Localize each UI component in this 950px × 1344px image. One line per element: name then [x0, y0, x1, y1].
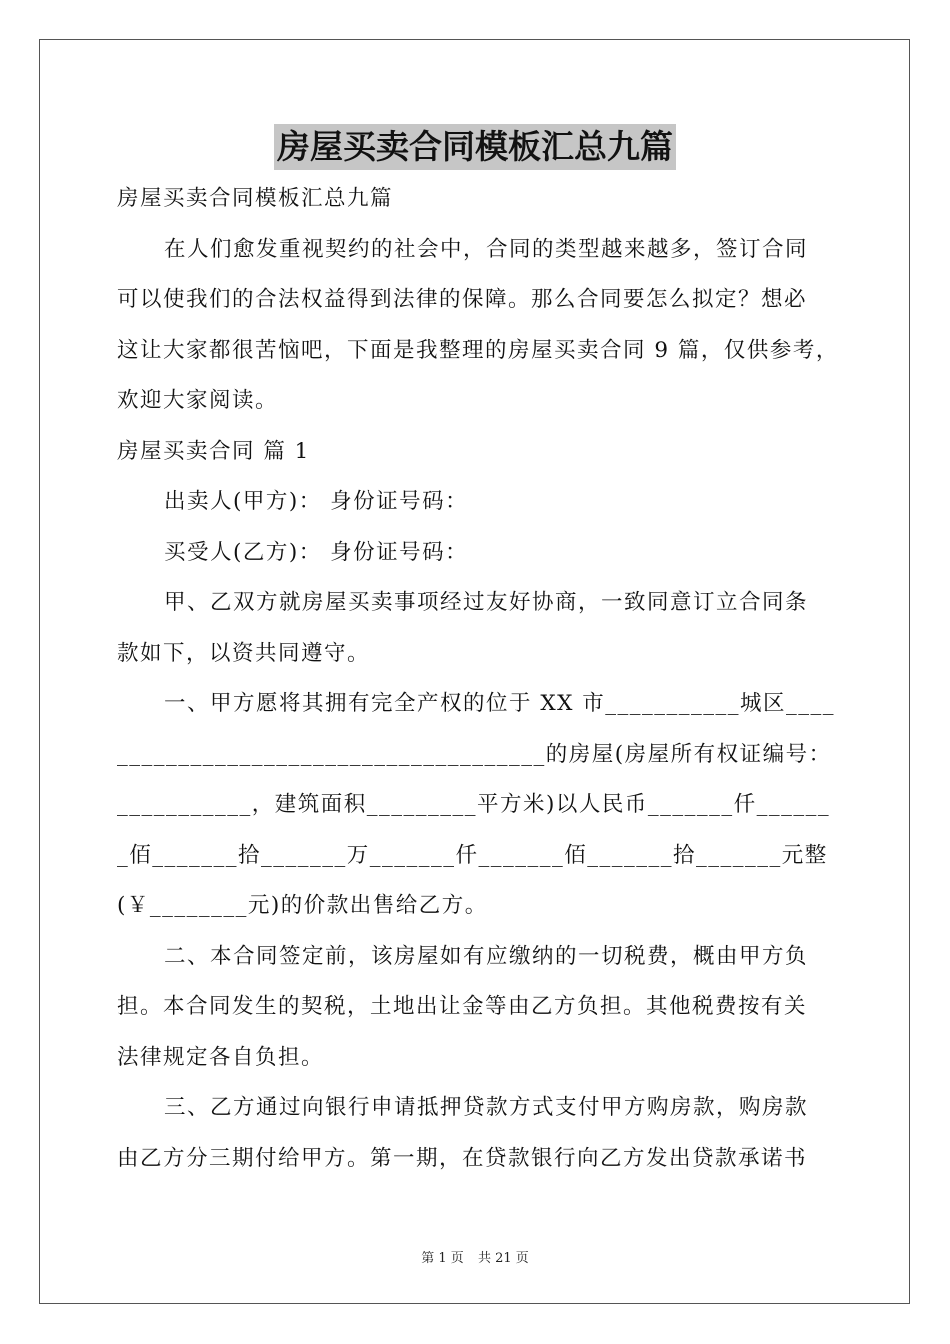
text-line: 这让大家都很苦恼吧，下面是我整理的房屋买卖合同 9 篇，仅供参考， [117, 337, 839, 363]
text-line: 三、乙方通过向银行申请抵押贷款方式支付甲方购房款，购房款 [164, 1095, 809, 1120]
text-line: 由乙方分三期付给甲方。第一期，在贷款银行向乙方发出贷款承诺书 [117, 1145, 808, 1171]
page-footer [0, 1247, 950, 1266]
text-line: 出卖人(甲方)： 身份证号码： [164, 489, 469, 514]
text-line: 甲、乙双方就房屋买卖事项经过友好协商，一致同意订立合同条 [164, 590, 809, 615]
text-line: ___________________________________的房屋(房屋所有权证编号： [117, 741, 832, 767]
text-line: 一、甲方愿将其拥有完全产权的位于 XX 市___________城区____ [164, 691, 836, 716]
document-title: 房屋买卖合同模板汇总九篇 [274, 124, 676, 170]
text-line: 款如下，以资共同遵守。 [117, 640, 371, 666]
text-line: 担。本合同发生的契税，土地出让金等由乙方负担。其他税费按有关 [117, 994, 808, 1019]
text-line: 二、本合同签定前，该房屋如有应缴纳的一切税费，概由甲方负 [164, 943, 809, 969]
page-total: 共 21 页 [477, 1251, 529, 1266]
text-line: 在人们愈发重视契约的社会中，合同的类型越来越多，签订合同 [164, 236, 809, 262]
page-number: 第 1 页 [421, 1251, 464, 1266]
title-container [0, 124, 950, 170]
text-line: 房屋买卖合同 篇 1 [117, 438, 310, 464]
text-line: (￥________元)的价款出售给乙方。 [117, 893, 488, 918]
document-body [117, 180, 837, 1190]
text-line: 房屋买卖合同模板汇总九篇 [117, 186, 394, 211]
text-line: 欢迎大家阅读。 [117, 388, 279, 413]
text-line: ___________，建筑面积_________平方米)以人民币_______仟______ [117, 792, 831, 817]
text-line: 可以使我们的合法权益得到法律的保障。那么合同要怎么拟定？想必 [117, 287, 808, 312]
text-line: 法律规定各自负担。 [117, 1044, 325, 1070]
text-line: _佰_______拾_______万_______仟_______佰_______拾_______元整 [117, 842, 828, 868]
text-line: 买受人(乙方)： 身份证号码： [164, 539, 469, 565]
